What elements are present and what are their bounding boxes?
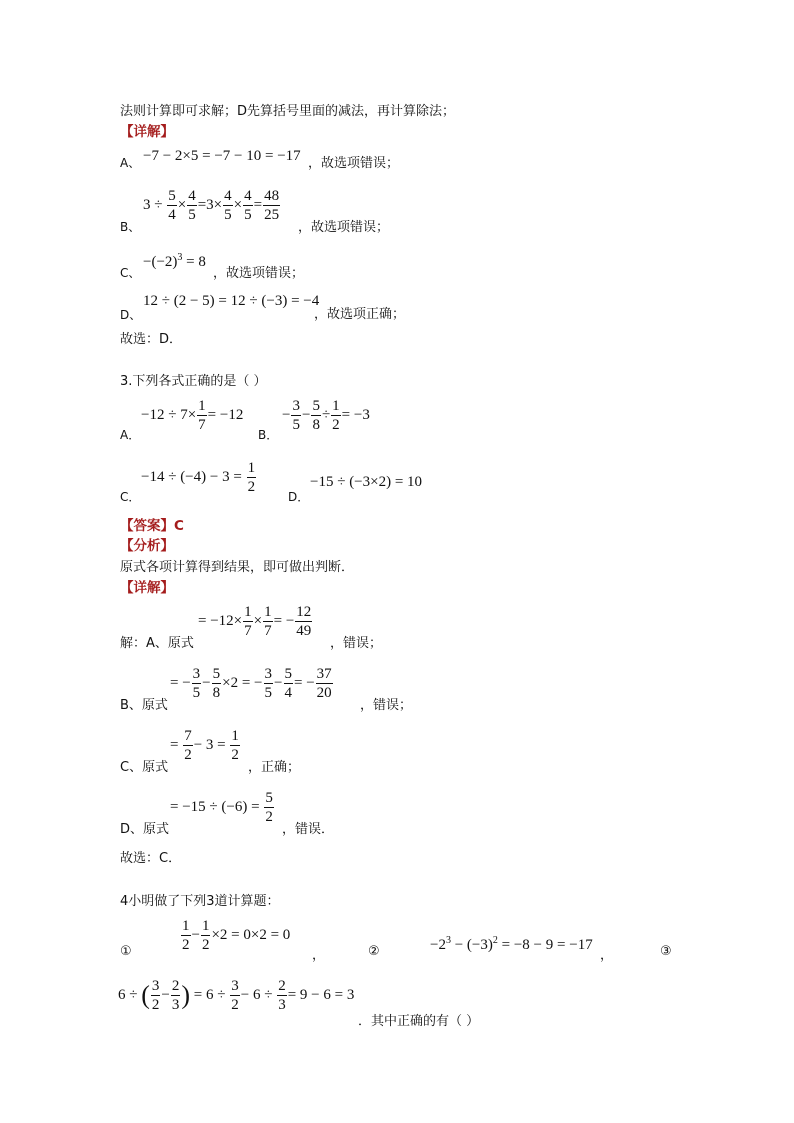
q4-calc-2: $-2^3 - (-3)^2 = -8 - 9 = -17$ [430, 935, 593, 953]
q3-sol-b-label: B、原式 [120, 698, 168, 713]
q4-comma-2: ， [600, 948, 614, 963]
detail-heading: 【详解】 [120, 124, 174, 140]
q3-sol-c-tail: ，正确； [248, 760, 301, 775]
q3-option-d-math: −15 ÷ (−3×2) = 10 [310, 474, 423, 490]
q2-a-label: A、 [120, 156, 141, 170]
q2-d-math: 12 ÷ (2 − 5) = 12 ÷ (−3) = −4 [143, 293, 320, 309]
q3-sol-d-tail: ，错误． [282, 822, 335, 837]
q3-answer: C [174, 518, 184, 534]
q4-stem: 4小明做了下列3道计算题： [120, 894, 280, 909]
q3-sol-a-math: = −12× $\frac{1}{7}$ × $\frac{1}{7}$ = − $\frac{12}{49}$ [198, 604, 312, 639]
q3-stem: 3.下列各式正确的是（ ） [120, 374, 267, 389]
q4-calc-1: $\frac{1}{2}$ − $\frac{1}{2}$ ×2 = 0×2 = 0 [182, 918, 291, 953]
q2-conclusion: 故选：D． [120, 332, 183, 347]
q4-comma-1: ， [312, 948, 326, 963]
q2-d-label: D、 [120, 308, 142, 322]
q3-option-b-label: B． [258, 428, 279, 442]
q3-sol-c-label: C、原式 [120, 760, 169, 775]
q2-c-math: $-(-2)^3 = 8$ [143, 252, 206, 270]
intro-line: 法则计算即可求解；D先算括号里面的减法，再计算除法； [120, 104, 456, 119]
q3-sol-b-tail: ，错误； [360, 698, 413, 713]
q3-conclusion: 故选：C． [120, 851, 182, 866]
q3-sol-d-label: D、原式 [120, 822, 170, 837]
detail-heading-2: 【详解】 [120, 580, 174, 596]
q3-sol-a-label: 解：A、原式 [120, 636, 194, 651]
q2-b-label: B、 [120, 220, 141, 234]
q3-sol-b-math: = − $\frac{3}{5}$ − $\frac{5}{8}$ ×2 = − $\frac{3}{5}$ − $\frac{5}{4}$ = − $\frac{37}{20}$ [170, 666, 332, 701]
q2-c-label: C、 [120, 266, 141, 280]
q3-option-a-math: −12 ÷ 7× $\frac{1}{7}$ = −12 [141, 398, 244, 433]
q2-b-tail: ，故选项错误； [298, 220, 390, 235]
q3-option-d-label: D． [288, 490, 310, 504]
q3-option-c-math: −14 ÷ (−4) − 3 = $\frac{1}{2}$ [141, 460, 256, 495]
q4-marker-3: ③ [660, 944, 672, 959]
q2-a-tail: ，故选项错误； [308, 156, 400, 171]
q2-c-tail: ，故选项错误； [213, 266, 305, 281]
q2-b-math: 3 ÷ $\frac{5}{4}$ × $\frac{4}{5}$ =3× $\frac{4}{5}$ × $\frac{4}{5}$ = $\frac{48}{25}$ [143, 188, 280, 223]
answer-heading: 【答案】C [120, 518, 184, 534]
q3-option-a-label: A． [120, 428, 141, 442]
q3-analysis-text: 原式各项计算得到结果，即可做出判断． [120, 560, 355, 575]
q4-marker-1: ① [120, 944, 132, 959]
q2-d-tail: ，故选项正确； [314, 307, 406, 322]
q3-sol-a-tail: ，错误； [330, 636, 383, 651]
q4-tail: ．其中正确的有（ ） [358, 1014, 480, 1029]
q2-a-math: −7 − 2×5 = −7 − 10 = −17 [143, 148, 301, 164]
q4-calc-3: 6 ÷ ( $\frac{3}{2}$ − $\frac{2}{3}$ ) = 6 ÷ $\frac{3}{2}$ − 6 ÷ $\frac{2}{3}$ = 9 − 6 = 3 [118, 978, 355, 1013]
q4-marker-2: ② [368, 944, 380, 959]
q3-sol-d-math: = −15 ÷ (−6) = $\frac{5}{2}$ [170, 790, 273, 825]
q3-option-b-math: − $\frac{3}{5}$ − $\frac{5}{8}$ ÷ $\frac{1}{2}$ = −3 [282, 398, 370, 433]
q3-sol-c-math: = $\frac{7}{2}$ − 3 = $\frac{1}{2}$ [170, 728, 239, 763]
q3-option-c-label: C． [120, 490, 141, 504]
analysis-heading: 【分析】 [120, 538, 174, 554]
